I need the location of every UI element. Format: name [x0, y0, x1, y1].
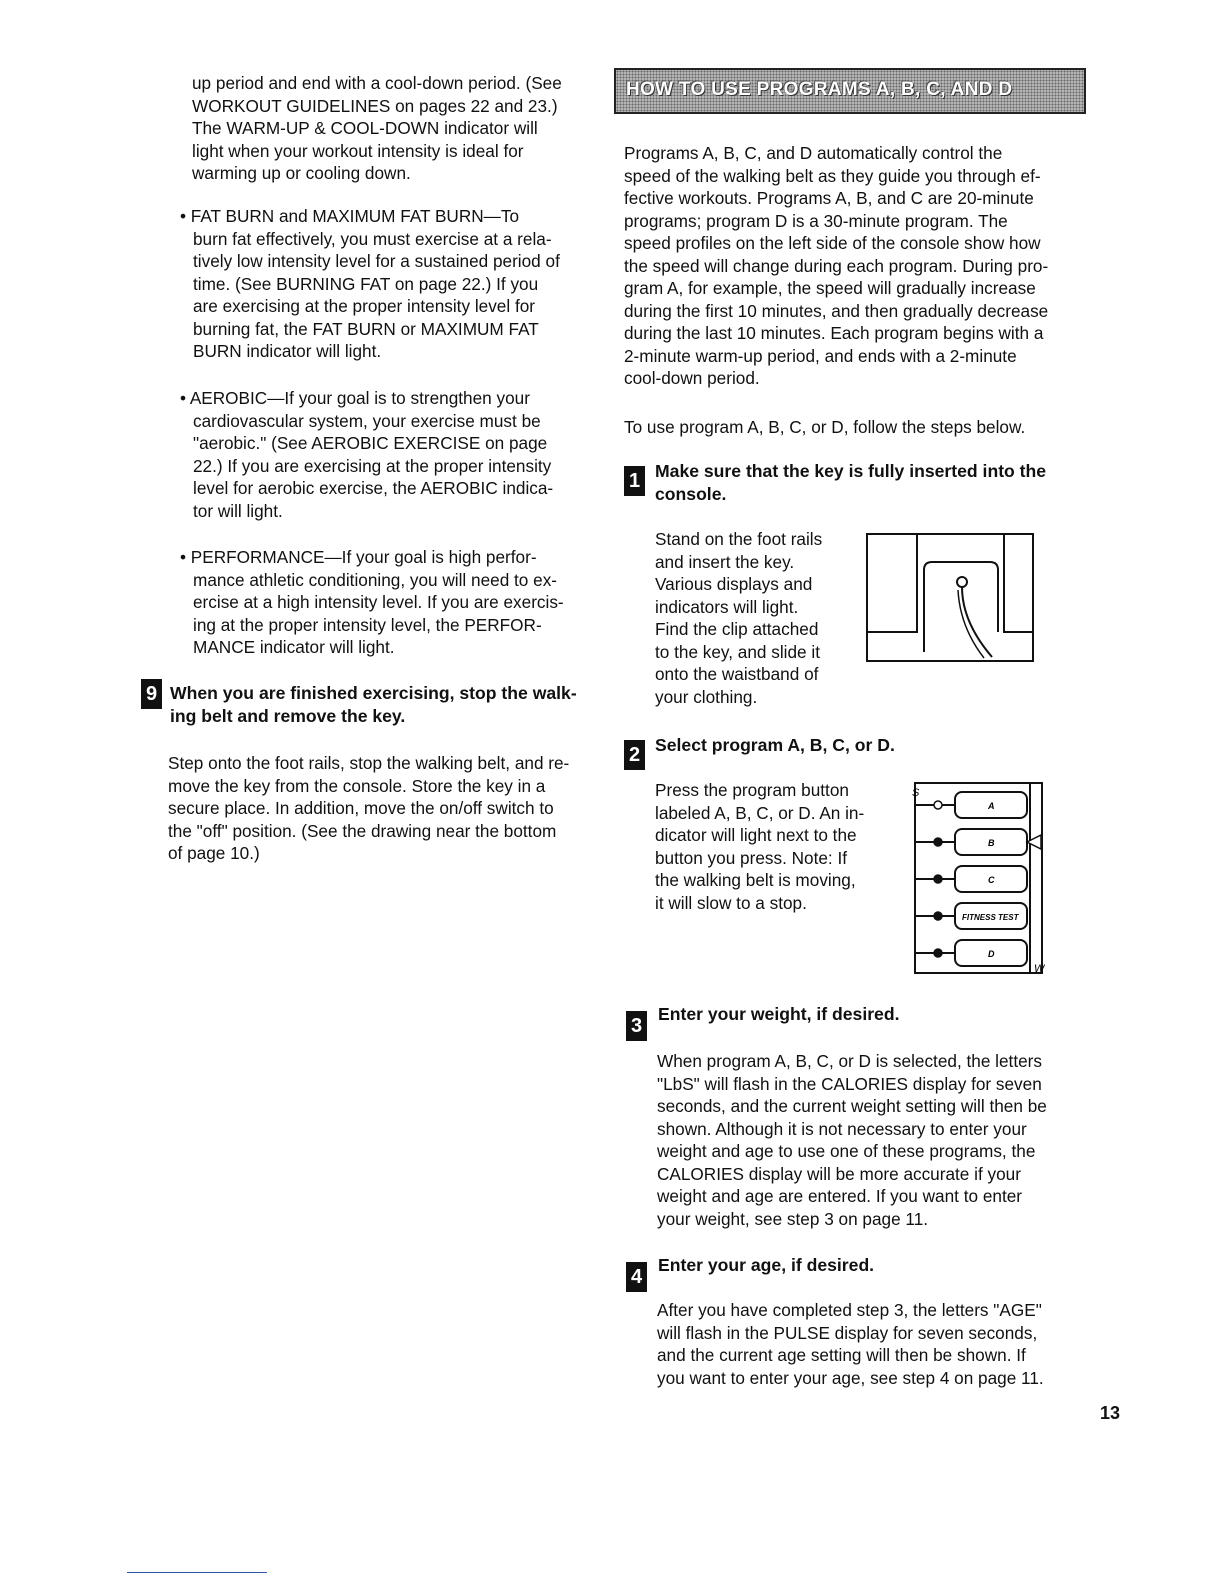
- text-line: ercise at a high intensity level. If you are exercis-: [193, 592, 564, 612]
- text-line: speed of the walking belt as they guide you through ef-: [624, 165, 1041, 186]
- text-line: time. (See BURNING FAT on page 22.) If you: [193, 273, 539, 294]
- indicator-light: [934, 949, 942, 957]
- text-line: Press the program button: [655, 780, 849, 800]
- text-line: level for aerobic exercise, the AEROBIC indica-: [193, 478, 554, 498]
- key-icon: [957, 577, 967, 587]
- step-4-body: [657, 1299, 1107, 1389]
- text-line: The WARM-UP & COOL-DOWN indicator will: [192, 118, 538, 138]
- fitness-test-button-label: FITNESS TEST: [962, 913, 1019, 922]
- key-slot: [924, 562, 998, 652]
- text-line: MANCE indicator will light.: [193, 637, 395, 657]
- step-2-heading: [655, 734, 1095, 757]
- text-line: Make sure that the key is fully inserted into the: [655, 461, 1047, 481]
- step-9-heading: [170, 682, 610, 727]
- text-line: WORKOUT GUIDELINES on pages 22 and 23.): [192, 95, 558, 116]
- text-line: "LbS" will flash in the CALORIES display for seven: [657, 1073, 1042, 1094]
- text-line: programs; program D is a 30-minute program. The: [624, 210, 1008, 231]
- text-line: dicator will light next to the: [655, 825, 857, 845]
- text-line: Various displays and: [655, 574, 813, 594]
- text-line: Step onto the foot rails, stop the walking belt, and re-: [168, 753, 570, 773]
- left-intro-paragraph: [192, 72, 592, 185]
- indicator-light: [934, 912, 942, 920]
- text-line: mance athletic conditioning, you will need to ex-: [193, 569, 558, 590]
- indicator-light: [934, 875, 942, 883]
- program-button-d-label: D: [988, 949, 995, 959]
- indicator-light: [934, 801, 942, 809]
- step-4-heading: [658, 1254, 1098, 1277]
- step-2-badge: 2: [624, 740, 645, 770]
- text-line: When program A, B, C, or D is selected, the letters: [657, 1051, 1042, 1071]
- text-line: tively low intensity level for a sustained period of: [193, 251, 560, 271]
- text-line: fective workouts. Programs A, B, and C are 20-minute: [624, 188, 1034, 208]
- text-line: Find the clip attached: [655, 619, 819, 639]
- text-line: Enter your age, if desired.: [658, 1255, 875, 1275]
- step-1-heading: [655, 460, 1095, 505]
- step-4-badge: 4: [626, 1262, 647, 1292]
- bullet-performance: [180, 546, 600, 659]
- indicator-light: [934, 838, 942, 846]
- program-button-b-label: B: [988, 838, 995, 848]
- text-line: console.: [655, 483, 727, 504]
- text-line: burning fat, the FAT BURN or MAXIMUM FAT: [193, 318, 539, 339]
- key-cord: [962, 587, 992, 657]
- step-3-heading: [658, 1003, 1098, 1026]
- step-9-body: [168, 752, 608, 865]
- text-line: warming up or cooling down.: [192, 163, 411, 183]
- text-line: 22.) If you are exercising at the proper intensity: [193, 455, 552, 476]
- text-line: • FAT BURN and MAXIMUM FAT BURN—To: [180, 206, 520, 226]
- text-line: move the key from the console. Store the key in a: [168, 775, 546, 796]
- console-inner-right: [1004, 534, 1033, 632]
- text-line: 2-minute warm-up period, and ends with a 2-minute: [624, 345, 1017, 366]
- text-line: ing belt and remove the key.: [170, 705, 406, 726]
- step-3-badge: 3: [626, 1011, 647, 1041]
- text-line: BURN indicator will light.: [193, 341, 382, 361]
- text-line: speed profiles on the left side of the console show how: [624, 233, 1041, 253]
- text-line: weight and age to use one of these programs, the: [657, 1141, 1036, 1161]
- program-button-a-label: A: [988, 801, 995, 811]
- key-insert-illustration: [862, 532, 1038, 664]
- text-line: "aerobic." (See AEROBIC EXERCISE on page: [193, 433, 548, 453]
- bullet-fat-burn: [180, 205, 600, 363]
- text-line: • AEROBIC—If your goal is to strengthen your: [180, 388, 530, 408]
- text-line: the walking belt is moving,: [655, 870, 856, 890]
- text-line: light when your workout intensity is ideal for: [192, 140, 524, 161]
- step-9-badge: 9: [141, 679, 162, 709]
- text-line: during the last 10 minutes. Each program begins with a: [624, 323, 1044, 343]
- text-line: shown. Although it is not necessary to enter your: [657, 1118, 1027, 1139]
- text-line: and insert the key.: [655, 551, 795, 572]
- section-title: HOW TO USE PROGRAMS A, B, C, AND D: [626, 79, 1013, 100]
- text-line: of page 10.): [168, 843, 260, 863]
- follow-steps-text: [624, 416, 1094, 439]
- text-line: Stand on the foot rails: [655, 529, 823, 549]
- text-line: during the first 10 minutes, and then gradually decrease: [624, 300, 1049, 321]
- section-title-banner: [614, 68, 1086, 114]
- text-line: When you are finished exercising, stop the walk-: [170, 683, 577, 703]
- text-line: weight and age are entered. If you want to enter: [657, 1186, 1022, 1206]
- text-line: After you have completed step 3, the letters "AGE": [657, 1300, 1042, 1320]
- text-line: your clothing.: [655, 686, 758, 707]
- text-line: button you press. Note: If: [655, 847, 848, 868]
- text-line: Select program A, B, C, or D.: [655, 735, 895, 755]
- text-line: will flash in the PULSE display for seven seconds,: [657, 1322, 1038, 1343]
- text-line: up period and end with a cool-down period. (See: [192, 73, 562, 93]
- text-line: to the key, and slide it: [655, 641, 820, 662]
- text-line: seconds, and the current weight setting will then be: [657, 1096, 1047, 1116]
- page-number: 13: [1100, 1403, 1121, 1423]
- step-1-body: [655, 528, 855, 708]
- console-inner-left: [867, 534, 917, 632]
- programs-intro: [624, 142, 1094, 390]
- text-line: gram A, for example, the speed will gradually increase: [624, 278, 1036, 298]
- program-buttons-illustration: [910, 780, 1045, 980]
- text-line: burn fat effectively, you must exercise at a rela-: [193, 228, 552, 249]
- text-line: it will slow to a stop.: [655, 892, 807, 913]
- text-line: Enter your weight, if desired.: [658, 1004, 900, 1024]
- text-line: are exercising at the proper intensity level for: [193, 296, 536, 316]
- text-line: your weight, see step 3 on page 11.: [657, 1208, 929, 1229]
- step-3-body: [657, 1050, 1107, 1230]
- text-line: the speed will change during each program. During pro-: [624, 255, 1049, 276]
- text-line: ing at the proper intensity level, the PERFOR-: [193, 614, 542, 635]
- program-button-c-label: C: [988, 875, 995, 885]
- text-line: indicators will light.: [655, 596, 799, 617]
- text-line: tor will light.: [193, 500, 283, 521]
- text-line: CALORIES display will be more accurate if your: [657, 1163, 1021, 1184]
- step-1-badge: 1: [624, 466, 645, 496]
- edge-label-left: S: [912, 787, 920, 799]
- footer-rule: [127, 1572, 267, 1573]
- text-line: you want to enter your age, see step 4 on page 11.: [657, 1367, 1044, 1388]
- edge-label-right: W: [1034, 963, 1045, 975]
- text-line: secure place. In addition, move the on/off switch to: [168, 798, 554, 818]
- text-line: To use program A, B, C, or D, follow the steps below.: [624, 417, 1026, 437]
- text-line: Programs A, B, C, and D automatically control the: [624, 143, 1003, 163]
- bullet-aerobic: [180, 387, 600, 522]
- step-2-body: [655, 779, 895, 914]
- text-line: and the current age setting will then be shown. If: [657, 1345, 1026, 1365]
- text-line: • PERFORMANCE—If your goal is high perfor-: [180, 547, 537, 567]
- text-line: cool-down period.: [624, 368, 760, 388]
- console-outline: [867, 534, 1033, 661]
- text-line: the "off" position. (See the drawing near the bottom: [168, 820, 557, 841]
- text-line: cardiovascular system, your exercise must be: [193, 410, 541, 431]
- text-line: labeled A, B, C, or D. An in-: [655, 802, 865, 823]
- text-line: onto the waistband of: [655, 664, 819, 684]
